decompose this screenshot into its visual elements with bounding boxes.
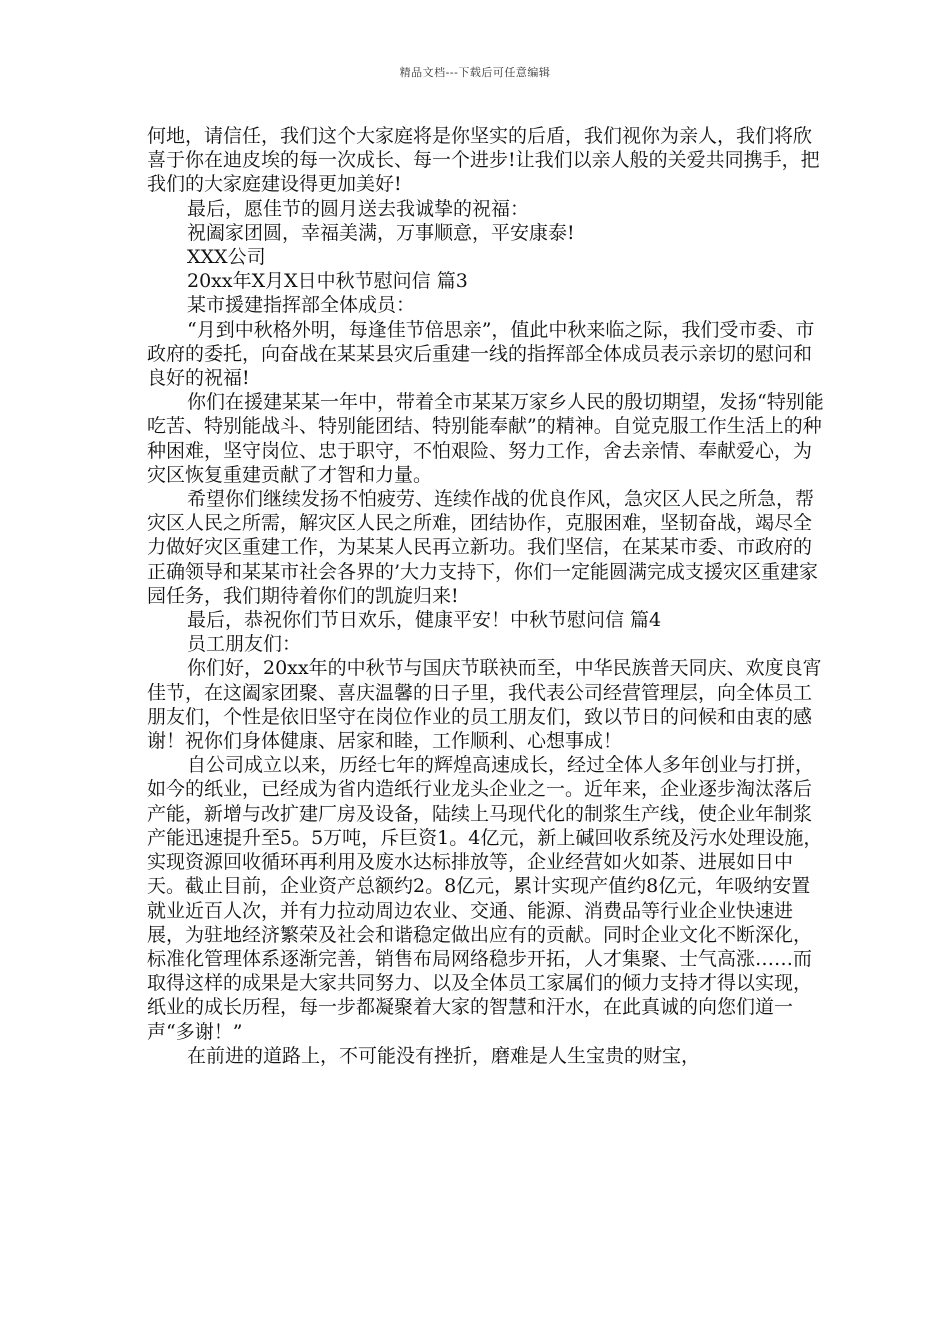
paragraph-5: 20xx年X月X日中秋节慰问信 篇3 — [187, 270, 468, 293]
paragraph-14: 在前进的道路上，不可能没有挫折，磨难是人生宝贵的财宝， — [187, 1044, 701, 1067]
paragraph-7: “月到中秋格外明，每逢佳节倍思亲”，值此中秋来临之际，我们受市委、市政府的委托，向奋战在某某县灾后重建一线的指挥部全体成员表示亲切的慰问和良好的祝福! — [147, 318, 815, 390]
paragraph-11: 员工朋友们： — [187, 633, 302, 656]
paragraph-2: 最后，愿佳节的圆月送去我诚挚的祝福： — [187, 197, 530, 220]
paragraph-9: 希望你们继续发扬不怕疲劳、连续作战的优良作风，急灾区人民之所急，帮灾区人民之所需，解灾区人民之所难，团结协作，克服困难，坚韧奋战，竭尽全力做好灾区重建工作，为某某人民再立新功。我们坚信，在某某市委、市政府的正确领导和某某市社会各界的’大力支持下，你们一定能圆满完成支援灾区重建家园任务，我们期待着你们的凯旋归来! — [147, 488, 819, 607]
paragraph-4: XXX公司 — [187, 246, 266, 269]
paragraph-10: 最后，恭祝你们节日欢乐，健康平安！中秋节慰问信 篇4 — [187, 609, 662, 632]
paragraph-3: 祝阖家团圆，幸福美满，万事顺意，平安康泰! — [187, 221, 575, 244]
page-header: 精品文档---下载后可任意编辑 — [399, 66, 551, 79]
document-body — [147, 124, 827, 1068]
paragraph-6: 某市援建指挥部全体成员： — [187, 294, 416, 317]
paragraph-13: 自公司成立以来，历经七年的辉煌高速成长，经过全体人多年创业与打拼，如今的纸业，已经成为省内造纸行业龙头企业之一。近年来，企业逐步淘汰落后产能，新增与改扩建厂房及设备，陆续上马现代化的制浆生产线，使企业年制浆产能迅速提升至5。5万吨，斥巨资1。4亿元，新上碱回收系统及污水处理设施，实现资源回收循环再利用及废水达标排放等，企业经营如火如荼、进展如日中天。截止目前，企业资产总额约2。8亿元，累计实现产值约8亿元，年吸纳安置就业近百人次，并有力拉动周边农业、交通、能源、消费品等行业企业快速进展，为驻地经济繁荣及社会和谐稳定做出应有的贡献。同时企业文化不断深化，标准化管理体系逐渐完善，销售布局网络稳步开拓，人才集聚、士气高涨……而取得这样的成果是大家共同努力、以及全体员工家属们的倾力支持才得以实现，纸业的成长历程，每一步都凝聚着大家的智慧和汗水，在此真诚的向您们道一声“多谢！” — [147, 754, 823, 1043]
paragraph-8: 你们在援建某某一年中，带着全市某某万家乡人民的殷切期望，发扬“特别能吃苦、特别能战斗、特别能团结、特别能奉献”的精神。自觉克服工作生活上的种种困难，坚守岗位、忠于职守，不怕艰险、努力工作，舍去亲情、奉献爱心，为灾区恢复重建贡献了才智和力量。 — [147, 391, 824, 486]
paragraph-1: 何地，请信任，我们这个大家庭将是你坚实的后盾，我们视你为亲人，我们将欣喜于你在迪皮埃的每一次成长、每一个进步!让我们以亲人般的关爱共同携手，把我们的大家庭建设得更加美好! — [147, 125, 820, 196]
paragraph-12: 你们好，20xx年的中秋节与国庆节联袂而至，中华民族普天同庆、欢度良宵佳节，在这阖家团聚、喜庆温馨的日子里，我代表公司经营管理层，向全体员工朋友们，个性是依旧坚守在岗位作业的员工朋友们，致以节日的问候和由衷的感谢！祝你们身体健康、居家和睦，工作顺利、心想事成！ — [147, 657, 822, 753]
